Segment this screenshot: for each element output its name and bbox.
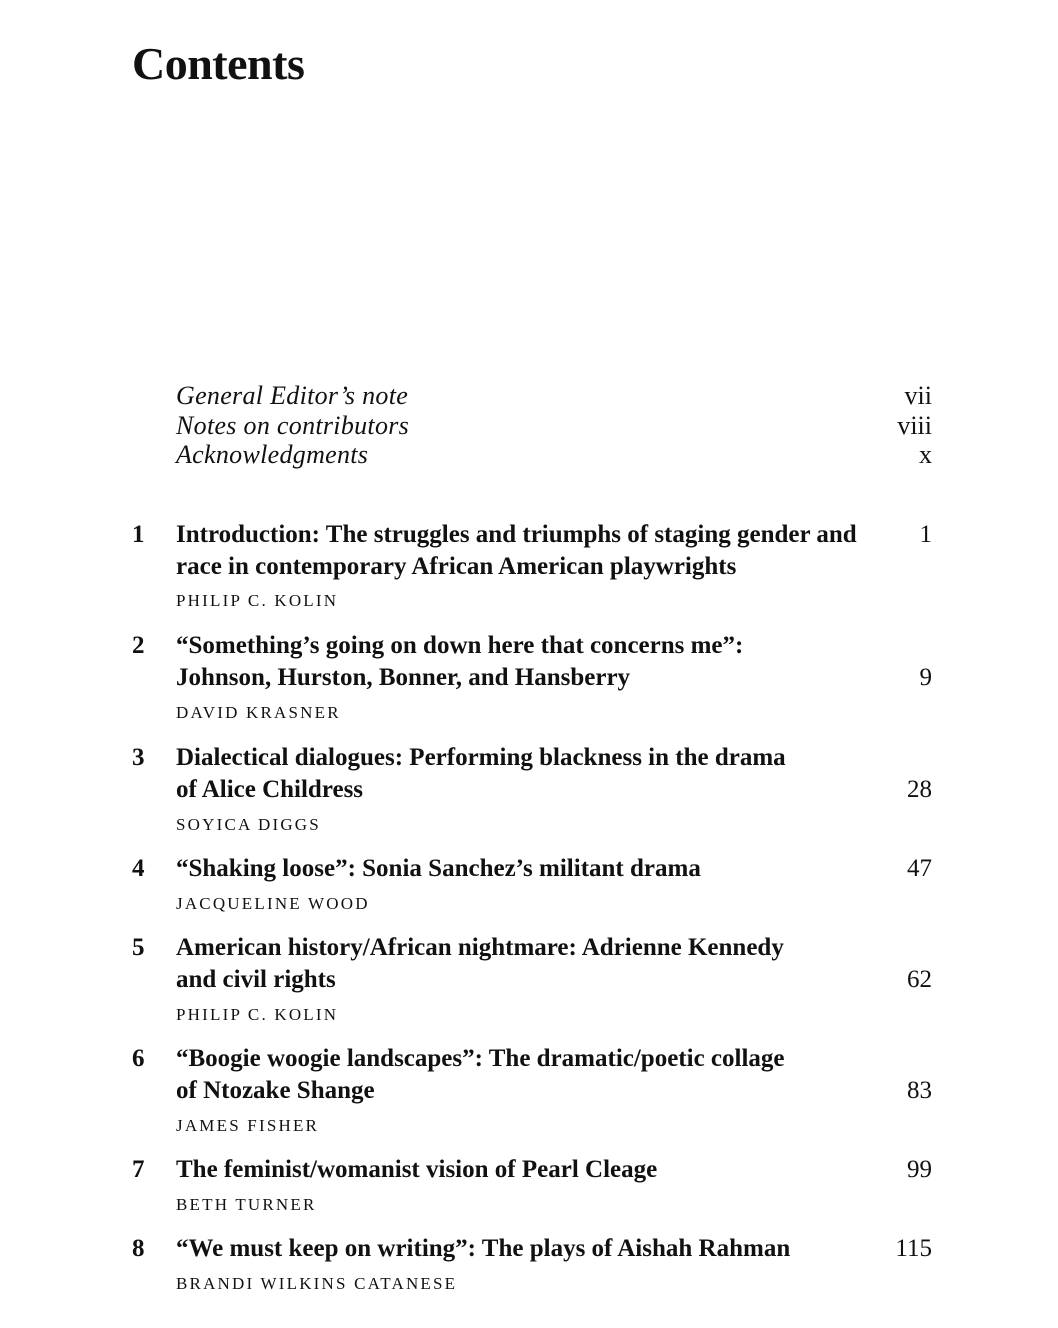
front-matter-item-acknowledgments[interactable] bbox=[176, 440, 932, 470]
front-matter-title: General Editor’s note bbox=[176, 381, 409, 410]
chapter-author: JACQUELINE WOOD bbox=[176, 894, 370, 913]
front-matter-page: viii bbox=[897, 410, 932, 440]
front-matter-page: x bbox=[919, 440, 932, 469]
chapter-author: PHILIP C. KOLIN bbox=[176, 591, 339, 610]
front-matter-item-editors-note[interactable] bbox=[176, 381, 932, 411]
chapter-number: 2 bbox=[132, 632, 145, 659]
chapter-author: DAVID KRASNER bbox=[176, 703, 341, 722]
chapter-page-number: 28 bbox=[907, 776, 932, 803]
chapter-author: PHILIP C. KOLIN bbox=[176, 1005, 339, 1024]
chapter-author: BRANDI WILKINS CATANESE bbox=[176, 1274, 458, 1293]
front-matter-item-contributors[interactable] bbox=[176, 411, 932, 441]
chapter-number: 3 bbox=[132, 744, 145, 771]
chapter-page-number: 99 bbox=[907, 1156, 932, 1183]
chapter-title bbox=[176, 519, 866, 583]
chapter-title-line: American history/African nightmare: Adrienne Kennedy bbox=[176, 934, 784, 961]
chapter-number: 8 bbox=[132, 1235, 145, 1262]
chapter-title bbox=[176, 1154, 866, 1186]
chapter-title-line: and civil rights bbox=[176, 966, 336, 993]
page-title: Contents bbox=[132, 38, 305, 89]
chapter-title bbox=[176, 742, 866, 806]
chapter-author: SOYICA DIGGS bbox=[176, 815, 321, 834]
front-matter-title: Acknowledgments bbox=[176, 440, 369, 469]
chapter-number: 6 bbox=[132, 1045, 145, 1072]
chapter-author: BETH TURNER bbox=[176, 1195, 317, 1214]
chapter-page-number: 83 bbox=[907, 1077, 932, 1104]
chapter-title-line: race in contemporary African American playwrights bbox=[176, 553, 737, 580]
chapter-title-line: Introduction: The struggles and triumphs of staging gender and bbox=[176, 521, 857, 548]
chapter-title bbox=[176, 1233, 866, 1265]
chapter-number: 4 bbox=[132, 855, 145, 882]
front-matter-page: vii bbox=[904, 381, 932, 410]
chapter-title-line: The feminist/womanist vision of Pearl Cleage bbox=[176, 1156, 658, 1183]
chapter-title-line: Johnson, Hurston, Bonner, and Hansberry bbox=[176, 664, 631, 691]
front-matter-title: Notes on contributors bbox=[176, 410, 410, 440]
chapter-title-line: of Alice Childress bbox=[176, 776, 364, 803]
chapter-page-number: 47 bbox=[907, 855, 932, 882]
chapter-title-line: Dialectical dialogues: Performing blackness in the drama bbox=[176, 744, 786, 771]
chapter-page-number: 62 bbox=[907, 966, 932, 993]
chapter-title bbox=[176, 1043, 866, 1107]
chapter-title bbox=[176, 630, 866, 694]
chapter-page-number: 115 bbox=[895, 1235, 932, 1262]
chapter-author: JAMES FISHER bbox=[176, 1116, 320, 1135]
chapter-number: 7 bbox=[132, 1156, 145, 1183]
chapter-page-number: 9 bbox=[919, 664, 932, 691]
chapter-title-line: of Ntozake Shange bbox=[176, 1077, 375, 1104]
chapter-page-number: 1 bbox=[919, 521, 932, 548]
chapter-title bbox=[176, 932, 866, 996]
chapter-number: 5 bbox=[132, 934, 145, 961]
front-matter-list bbox=[176, 381, 932, 470]
chapter-title-line: “Something’s going on down here that concerns me”: bbox=[176, 632, 744, 659]
chapter-number: 1 bbox=[132, 521, 145, 548]
chapter-title-line: “Shaking loose”: Sonia Sanchez’s militant drama bbox=[176, 855, 701, 882]
chapter-title-line: “Boogie woogie landscapes”: The dramatic/poetic collage bbox=[176, 1045, 785, 1072]
chapter-title-line: “We must keep on writing”: The plays of Aishah Rahman bbox=[176, 1235, 791, 1262]
chapter-title bbox=[176, 853, 866, 885]
